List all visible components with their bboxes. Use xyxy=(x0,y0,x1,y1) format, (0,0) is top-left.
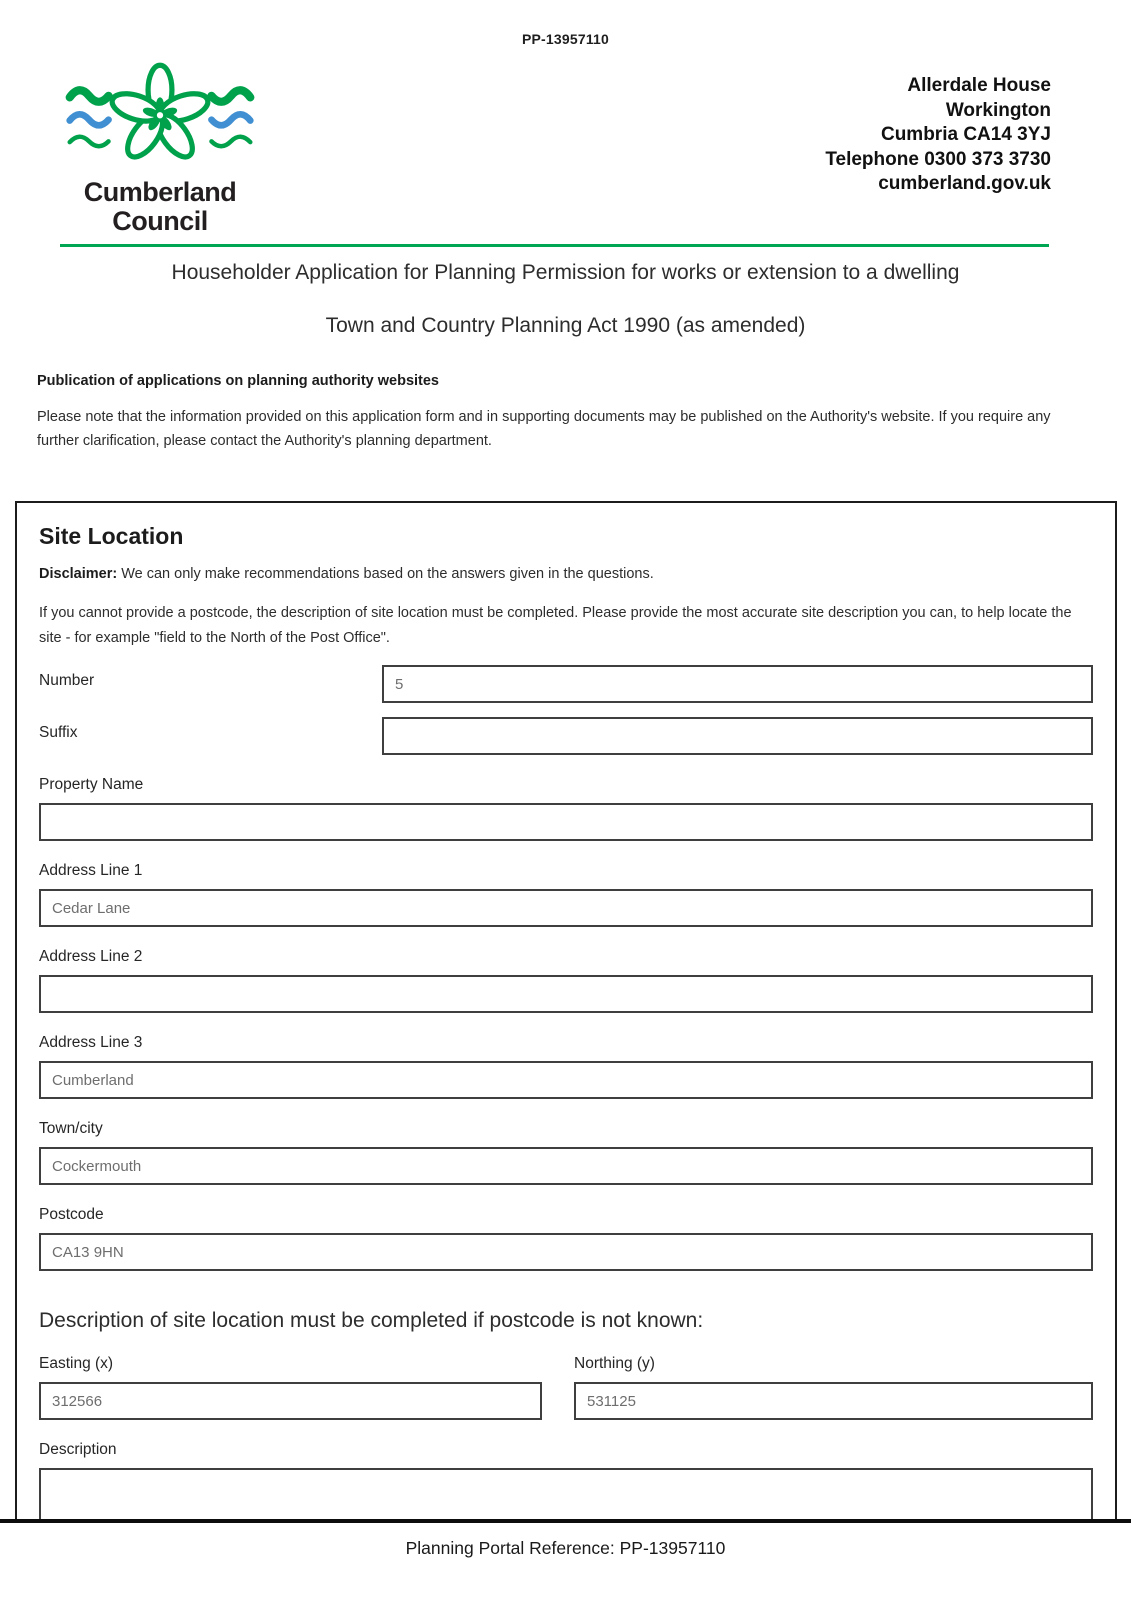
description-label: Description xyxy=(39,1441,117,1458)
address-line: cumberland.gov.uk xyxy=(878,173,1051,194)
logo-wordmark xyxy=(58,178,262,236)
postcode-label: Postcode xyxy=(39,1206,104,1223)
field-row-northing xyxy=(574,1355,1093,1420)
publication-note: Please note that the information provided on this application form and in supporting documents may be published on the Authority's website. If you require any further clarification, please contact the Authority's planning department. xyxy=(37,409,1051,449)
town-city-label: Town/city xyxy=(39,1120,103,1137)
page-header xyxy=(58,60,1051,236)
address-line-3-label: Address Line 3 xyxy=(39,1034,143,1051)
council-flower-logo-icon xyxy=(63,60,257,172)
address-line-2-label: Address Line 2 xyxy=(39,948,143,965)
address-line-3-input[interactable] xyxy=(39,1061,1093,1099)
left-waves-icon xyxy=(70,90,109,146)
address-line-2-input[interactable] xyxy=(39,975,1093,1013)
authority-address-block xyxy=(825,60,1051,197)
easting-input[interactable] xyxy=(39,1382,542,1420)
field-row-address-line-2 xyxy=(39,948,1093,1013)
site-location-section xyxy=(15,501,1117,1519)
address-line-1-input[interactable] xyxy=(39,889,1093,927)
northing-input[interactable] xyxy=(574,1382,1093,1420)
site-location-intro: If you cannot provide a postcode, the description of site location must be completed. Please provide the most accurate site description you can, to help locate the site - for example "field to the North of the Post Office". xyxy=(39,605,1072,646)
disclaimer-body: We can only make recommendations based on the answers given in the questions. xyxy=(117,566,654,582)
form-title: Householder Application for Planning Permission for works or extension to a dwelling xyxy=(171,261,960,284)
field-row-number xyxy=(39,665,1093,703)
field-row-easting xyxy=(39,1355,542,1420)
property-name-input[interactable] xyxy=(39,803,1093,841)
postcode-input[interactable] xyxy=(39,1233,1093,1271)
number-input[interactable] xyxy=(382,665,1093,703)
planning-portal-reference-footer: Planning Portal Reference: PP-13957110 xyxy=(405,1538,726,1558)
description-textarea[interactable] xyxy=(39,1468,1093,1519)
application-reference: PP-13957110 xyxy=(521,31,610,47)
section-heading: Site Location xyxy=(39,523,184,549)
town-city-input[interactable] xyxy=(39,1147,1093,1185)
disclaimer-label: Disclaimer: xyxy=(39,566,118,582)
coordinates-row xyxy=(39,1355,1093,1420)
property-name-label: Property Name xyxy=(39,776,144,793)
right-waves-icon xyxy=(211,90,250,146)
field-row-description xyxy=(39,1441,1093,1519)
logo-line2: Council xyxy=(112,206,208,236)
act-subtitle: Town and Country Planning Act 1990 (as amended) xyxy=(325,314,806,337)
logo-line1: Cumberland xyxy=(83,177,237,207)
suffix-input[interactable] xyxy=(382,717,1093,755)
cumberland-council-logo xyxy=(58,60,262,236)
suffix-label: Suffix xyxy=(39,724,78,741)
field-row-address-line-3 xyxy=(39,1034,1093,1099)
description-requirement-heading: Description of site location must be completed if postcode is not known: xyxy=(39,1309,704,1332)
field-row-address-line-1 xyxy=(39,862,1093,927)
address-line: Telephone 0300 373 3730 xyxy=(825,148,1051,170)
header-divider xyxy=(60,244,1049,247)
field-row-property-name xyxy=(39,776,1093,841)
field-row-postcode xyxy=(39,1206,1093,1271)
easting-label: Easting (x) xyxy=(39,1355,114,1372)
field-row-suffix xyxy=(39,717,1093,755)
northing-label: Northing (y) xyxy=(574,1355,655,1372)
address-line: Cumbria CA14 3YJ xyxy=(880,124,1051,145)
address-line-1-label: Address Line 1 xyxy=(39,862,143,879)
address-line: Workington xyxy=(945,99,1051,121)
number-label: Number xyxy=(39,672,95,689)
page-bottom-divider xyxy=(0,1519,1131,1523)
publication-heading: Publication of applications on planning authority websites xyxy=(37,373,439,389)
disclaimer-text xyxy=(39,566,1093,582)
field-row-town-city xyxy=(39,1120,1093,1185)
address-line: Allerdale House xyxy=(907,75,1051,96)
